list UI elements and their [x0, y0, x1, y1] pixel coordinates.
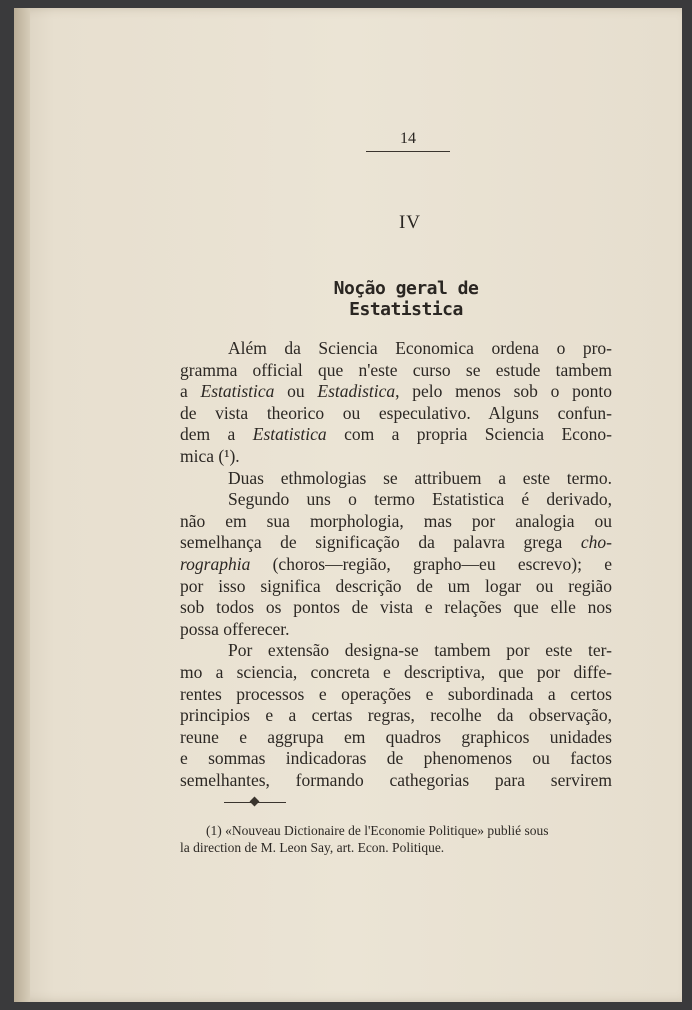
body-line: possa offerecer.: [180, 618, 290, 639]
body-line: rentes processos e operações e subordinada a certos: [180, 683, 612, 704]
body-line: mo a sciencia, concreta e descriptiva, que por diffe-: [180, 661, 612, 682]
page-number: 14: [400, 130, 416, 147]
body-line: principios e a certas regras, recolhe da observação,: [180, 705, 612, 726]
body-line: sob todos os pontos de vista e relações que elle nos: [180, 597, 612, 618]
body-line: de vista theorico ou especulativo. Alguns confun-: [180, 402, 612, 423]
footnote-line: la direction de M. Leon Say, art. Econ. Politique.: [180, 840, 445, 855]
body-line: Segundo uns o termo Estatistica é derivado,: [228, 489, 612, 510]
section-heading: Noção geral de Estatistica: [333, 278, 479, 320]
footnote-line: (1) «Nouveau Dictionaire de l'Economie Politique» publié sous: [206, 823, 549, 838]
body-line: rographia (choros—região, grapho—eu escrevo); e: [180, 553, 612, 574]
body-line: gramma official que n'este curso se estude tambem: [180, 359, 612, 380]
page-number-rule: [366, 151, 450, 152]
chapter-number: IV: [398, 212, 422, 233]
body-line: semelhantes, formando cathegorias para servirem: [180, 769, 612, 790]
body-line: Por extensão designa-se tambem por este ter-: [228, 640, 612, 661]
body-line: e sommas indicadoras de phenomenos ou factos: [180, 748, 612, 769]
body-line: Além da Sciencia Economica ordena o pro-: [228, 338, 612, 358]
body-line: reune e aggrupa em quadros graphicos unidades: [180, 726, 612, 747]
body-line: Duas ethmologias se attribuem a este termo.: [228, 467, 612, 488]
body-line: por isso significa descrição de um logar ou região: [180, 575, 612, 596]
body-line: semelhança de significação da palavra grega cho-: [180, 532, 612, 553]
body-line: dem a Estatistica com a propria Sciencia Econo-: [180, 424, 612, 445]
body-text: [180, 338, 612, 791]
page-spine: [14, 8, 30, 1002]
footnote: [180, 822, 610, 856]
body-line: mica (¹).: [180, 445, 240, 466]
body-line: não em sua morphologia, mas por analogia ou: [180, 510, 612, 531]
body-line: a Estatistica ou Estadistica, pelo menos sob o ponto: [180, 381, 612, 402]
